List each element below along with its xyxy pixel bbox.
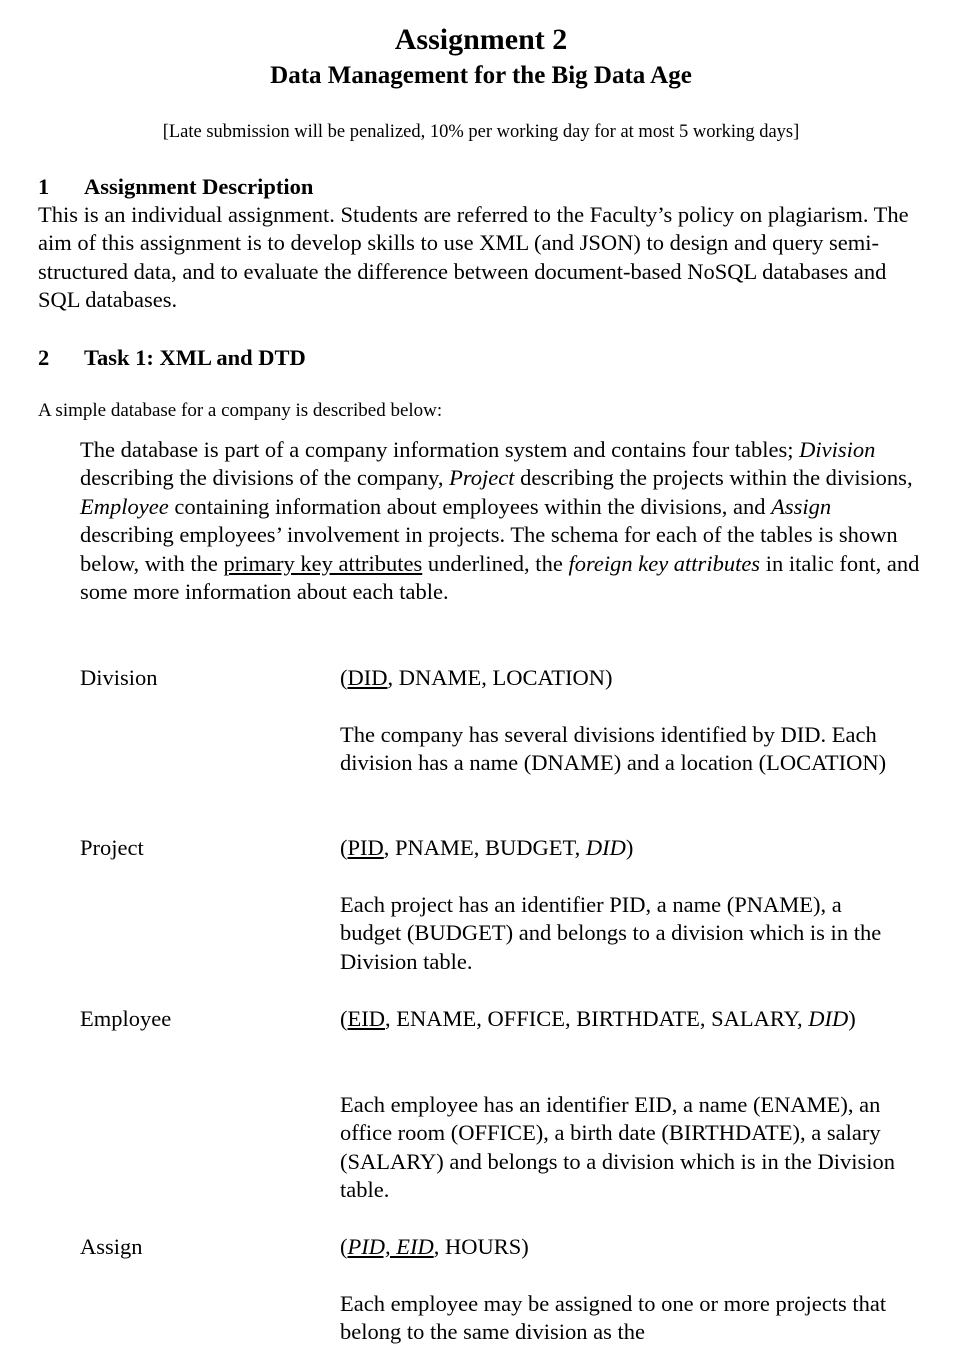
schema-foreign-key: DID	[808, 1006, 849, 1031]
quote-text: describing the divisions of the company,	[80, 465, 450, 491]
schema-attributes: , ENAME, OFFICE, BIRTHDATE, SALARY,	[385, 1006, 809, 1031]
schema-primary-foreign-key: PID, EID	[347, 1234, 434, 1259]
schema-employee	[340, 1005, 900, 1033]
quote-term-employee: Employee	[80, 493, 169, 519]
quote-text: in italic font, and some more information about each table.	[80, 550, 920, 605]
section-2-number: 2	[38, 345, 50, 370]
quote-foreign-key-phrase: foreign key attributes	[568, 550, 761, 576]
quote-term-project: Project	[449, 465, 515, 491]
schema-primary-key: DID	[347, 665, 388, 690]
schema-assign	[340, 1233, 900, 1261]
section-1-heading	[38, 173, 313, 201]
quote-text: The database is part of a company information system and contains four tables;	[80, 437, 800, 462]
section-1-number: 1	[38, 174, 50, 199]
schema-paren: )	[848, 1006, 856, 1031]
schema-paren: (	[340, 1006, 348, 1031]
page-subtitle: Data Management for the Big Data Age	[270, 62, 692, 89]
quote-text: containing information about employees within the divisions, and	[168, 493, 772, 519]
schema-primary-key: EID	[347, 1006, 385, 1031]
schema-paren: (	[340, 835, 348, 860]
schema-division	[340, 664, 900, 692]
table-description-project: Each project has an identifier PID, a name (PNAME), a budget (BUDGET) and belongs to a division which is in the Division table.	[340, 892, 882, 974]
late-submission-note: [Late submission will be penalized, 10% per working day for at most 5 working days]	[162, 122, 800, 142]
schema-attributes: , PNAME, BUDGET,	[383, 835, 586, 860]
page-title: Assignment 2	[394, 23, 568, 56]
quote-text: describing employees’ involvement in projects. The schema for each of the tables is shown below, with the	[80, 522, 898, 576]
table-description-employee: Each employee has an identifier EID, a name (ENAME), an office room (OFFICE), a birth date (BIRTHDATE), a salary (SALARY) and belongs to a division which is in the Division table.	[340, 1092, 895, 1203]
database-description	[80, 436, 920, 606]
assignment-description: This is an individual assignment. Students are referred to the Faculty’s policy on plagiarism. The aim of this assignment is to develop skills to use XML (and JSON) to design and query semi-structured data, and to evaluate the difference between document-based NoSQL databases and SQL databases.	[38, 202, 909, 313]
section-2-title: Task 1: XML and DTD	[84, 345, 306, 370]
database-intro: A simple database for a company is described below:	[38, 400, 443, 421]
section-1-title: Assignment Description	[84, 174, 314, 199]
table-name-employee: Employee	[80, 1006, 172, 1031]
table-name-project: Project	[80, 835, 144, 860]
schema-paren: )	[625, 835, 634, 860]
table-description-assign: Each employee may be assigned to one or more projects that belong to the same division as the	[340, 1291, 887, 1345]
table-name-assign: Assign	[80, 1234, 143, 1259]
table-name-division: Division	[80, 665, 158, 690]
quote-text: underlined, the	[422, 550, 569, 576]
quote-text: describing the projects within the divisions,	[514, 465, 913, 491]
schema-paren: (	[340, 1234, 348, 1259]
schema-project	[340, 834, 900, 862]
quote-term-division: Division	[799, 437, 876, 462]
quote-primary-key-phrase: primary key attributes	[223, 550, 423, 576]
schema-attributes: , DNAME, LOCATION)	[387, 665, 613, 690]
section-2-heading	[38, 344, 306, 372]
schema-foreign-key: DID	[585, 835, 626, 860]
quote-term-assign: Assign	[771, 493, 832, 519]
schema-attributes: , HOURS)	[433, 1234, 529, 1259]
schema-primary-key: PID	[347, 835, 384, 860]
table-description-division: The company has several divisions identified by DID. Each division has a name (DNAME) and a location (LOCATION)	[340, 722, 887, 776]
schema-paren: (	[340, 665, 348, 690]
